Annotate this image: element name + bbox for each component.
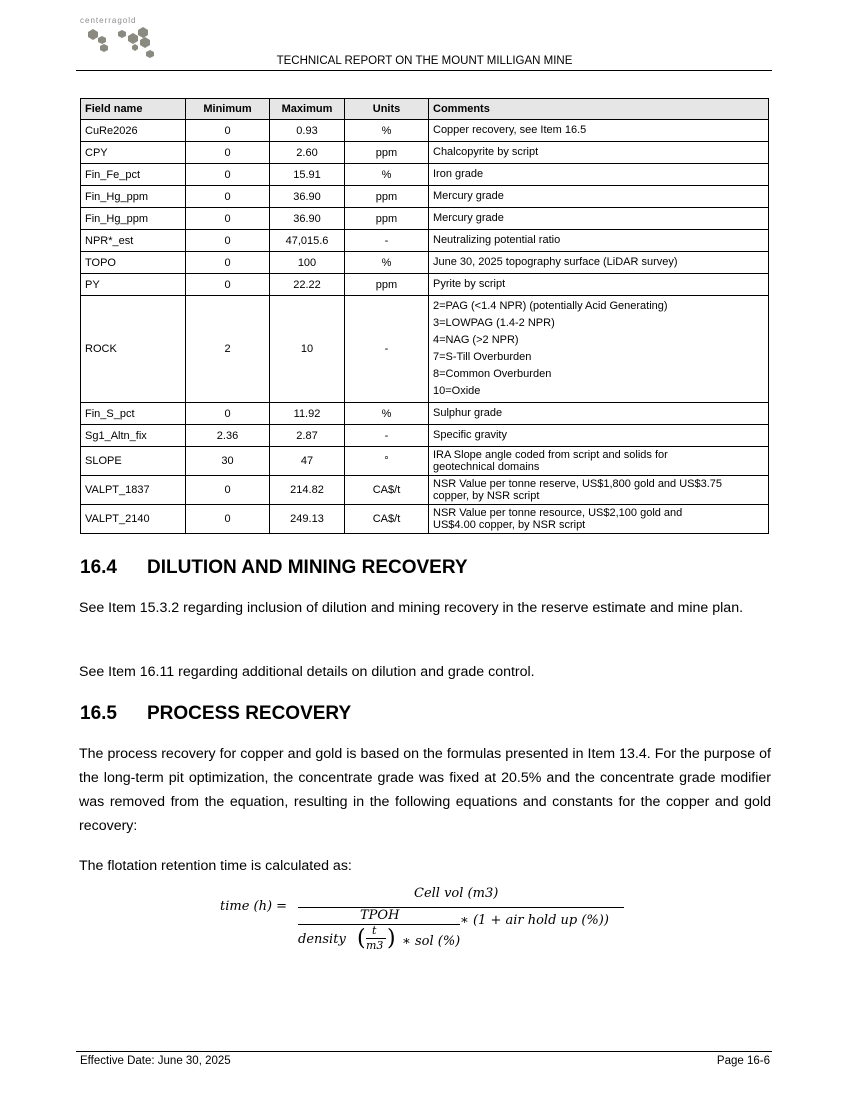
comment-line: NSR Value per tonne reserve, US$1,800 gold and US$3.75 bbox=[433, 478, 723, 490]
cell-minimum: 0 bbox=[186, 208, 270, 230]
comment-line: Specific gravity bbox=[433, 429, 507, 441]
cell-units: - bbox=[345, 296, 429, 403]
paren-close: ) bbox=[387, 926, 396, 951]
paragraph: The flotation retention time is calculated as: bbox=[79, 858, 352, 874]
comment-line: Mercury grade bbox=[433, 212, 504, 224]
formula-numerator: Cell vol (m3) bbox=[414, 886, 499, 901]
cell-maximum: 22.22 bbox=[270, 274, 345, 296]
table-row bbox=[81, 186, 769, 208]
cell-comments bbox=[429, 164, 769, 186]
formula-density: density bbox=[298, 932, 346, 947]
section-heading-16-5 bbox=[80, 703, 351, 725]
cell-minimum: 0 bbox=[186, 186, 270, 208]
footer-divider bbox=[76, 1051, 772, 1052]
formula-lhs: time (h) = bbox=[220, 899, 288, 914]
cell-units: CA$/t bbox=[345, 505, 429, 534]
section-number: 16.4 bbox=[80, 557, 117, 578]
cell-field-name: SLOPE bbox=[81, 447, 186, 476]
cell-minimum: 2 bbox=[186, 296, 270, 403]
section-title: PROCESS RECOVERY bbox=[147, 703, 352, 724]
comment-line: Pyrite by script bbox=[433, 278, 506, 290]
table-row bbox=[81, 296, 769, 403]
cell-comments bbox=[429, 403, 769, 425]
paragraph: See Item 15.3.2 regarding inclusion of dilution and mining recovery in the reserve estimate and mine plan. bbox=[79, 600, 744, 616]
cell-minimum: 0 bbox=[186, 164, 270, 186]
table-row bbox=[81, 208, 769, 230]
cell-comments bbox=[429, 425, 769, 447]
cell-field-name: VALPT_1837 bbox=[81, 476, 186, 505]
cell-comments bbox=[429, 208, 769, 230]
header-maximum: Maximum bbox=[270, 99, 345, 120]
report-title: TECHNICAL REPORT ON THE MOUNT MILLIGAN MINE bbox=[276, 55, 573, 67]
formula-rhs: ∗ (1 + air hold up (%)) bbox=[460, 913, 609, 928]
cell-maximum: 15.91 bbox=[270, 164, 345, 186]
table-row bbox=[81, 505, 769, 534]
cell-maximum: 36.90 bbox=[270, 208, 345, 230]
cell-units: ppm bbox=[345, 142, 429, 164]
cell-maximum: 11.92 bbox=[270, 403, 345, 425]
section-title: DILUTION AND MINING RECOVERY bbox=[147, 557, 468, 578]
cell-units: % bbox=[345, 120, 429, 142]
table-row bbox=[81, 274, 769, 296]
comment-line: Copper recovery, see Item 16.5 bbox=[433, 124, 587, 136]
cell-field-name: ROCK bbox=[81, 296, 186, 403]
cell-comments bbox=[429, 230, 769, 252]
table-row bbox=[81, 120, 769, 142]
table-row bbox=[81, 403, 769, 425]
cell-maximum: 249.13 bbox=[270, 505, 345, 534]
cell-minimum: 0 bbox=[186, 403, 270, 425]
cell-minimum: 2.36 bbox=[186, 425, 270, 447]
cell-units: ppm bbox=[345, 186, 429, 208]
comment-line: Chalcopyrite by script bbox=[433, 146, 539, 158]
inner-fraction-bar bbox=[298, 924, 460, 925]
paragraph: See Item 16.11 regarding additional details on dilution and grade control. bbox=[79, 664, 535, 680]
cell-minimum: 0 bbox=[186, 274, 270, 296]
main-fraction-bar bbox=[298, 907, 624, 908]
logo-wordmark: centerragold bbox=[80, 16, 137, 25]
table-row bbox=[81, 252, 769, 274]
cell-comments bbox=[429, 120, 769, 142]
formula-t: t bbox=[372, 924, 377, 937]
cell-minimum: 30 bbox=[186, 447, 270, 476]
table-row bbox=[81, 425, 769, 447]
page-number: Page 16-6 bbox=[716, 1055, 770, 1067]
cell-field-name: TOPO bbox=[81, 252, 186, 274]
paragraph: The process recovery for copper and gold is based on the formulas presented in Item 13.4. For the purpose of the long-term pit optimization, the concentrate grade was fixed at 20.5% and the concentrate grade modifier was removed from the equation, resulting in the following equations and constants for the copper and gold recovery: bbox=[79, 746, 771, 834]
comment-line: 2=PAG (<1.4 NPR) (potentially Acid Generating) bbox=[433, 300, 668, 312]
cell-units: ppm bbox=[345, 208, 429, 230]
formula-sol: ∗ sol (%) bbox=[402, 934, 461, 949]
cell-field-name: CuRe2026 bbox=[81, 120, 186, 142]
cell-field-name: VALPT_2140 bbox=[81, 505, 186, 534]
cell-field-name: Fin_Hg_ppm bbox=[81, 208, 186, 230]
comment-line: US$4.00 copper, by NSR script bbox=[433, 519, 586, 531]
comment-line: June 30, 2025 topography surface (LiDAR survey) bbox=[433, 256, 678, 268]
table-row bbox=[81, 164, 769, 186]
section-number: 16.5 bbox=[80, 703, 117, 724]
cell-field-name: NPR*_est bbox=[81, 230, 186, 252]
cell-comments bbox=[429, 476, 769, 505]
comment-line: Mercury grade bbox=[433, 190, 504, 202]
section-heading-16-4 bbox=[80, 557, 468, 579]
block-model-fields-table bbox=[80, 98, 769, 534]
cell-comments bbox=[429, 296, 769, 403]
cell-maximum: 2.87 bbox=[270, 425, 345, 447]
cell-field-name: Fin_S_pct bbox=[81, 403, 186, 425]
header-minimum: Minimum bbox=[186, 99, 270, 120]
comment-line: Sulphur grade bbox=[433, 407, 503, 419]
cell-comments bbox=[429, 274, 769, 296]
comment-line: Neutralizing potential ratio bbox=[433, 234, 561, 246]
cell-field-name: Fin_Hg_ppm bbox=[81, 186, 186, 208]
cell-comments bbox=[429, 447, 769, 476]
comment-line: NSR Value per tonne resource, US$2,100 gold and bbox=[433, 507, 683, 519]
paren-open: ( bbox=[357, 926, 366, 951]
cell-minimum: 0 bbox=[186, 120, 270, 142]
cell-comments bbox=[429, 505, 769, 534]
cell-field-name: CPY bbox=[81, 142, 186, 164]
cell-units: CA$/t bbox=[345, 476, 429, 505]
cell-field-name: Sg1_Altn_fix bbox=[81, 425, 186, 447]
header-divider bbox=[76, 70, 772, 71]
cell-maximum: 47 bbox=[270, 447, 345, 476]
cell-maximum: 36.90 bbox=[270, 186, 345, 208]
comment-line: 4=NAG (>2 NPR) bbox=[433, 334, 519, 346]
cell-maximum: 2.60 bbox=[270, 142, 345, 164]
comment-line: 7=S-Till Overburden bbox=[433, 351, 532, 363]
cell-maximum: 214.82 bbox=[270, 476, 345, 505]
table-body bbox=[81, 120, 769, 534]
cell-comments bbox=[429, 186, 769, 208]
cell-minimum: 0 bbox=[186, 142, 270, 164]
effective-date: Effective Date: June 30, 2025 bbox=[80, 1055, 231, 1067]
cell-comments bbox=[429, 142, 769, 164]
formula-inner-numerator: TPOH bbox=[360, 908, 400, 923]
cell-units: % bbox=[345, 164, 429, 186]
table-header-row bbox=[81, 99, 769, 120]
comment-line: IRA Slope angle coded from script and solids for bbox=[433, 449, 668, 461]
table-row bbox=[81, 142, 769, 164]
cell-maximum: 0.93 bbox=[270, 120, 345, 142]
comment-line: geotechnical domains bbox=[433, 461, 540, 473]
comment-line: copper, by NSR script bbox=[433, 490, 540, 502]
table-row bbox=[81, 476, 769, 505]
cell-units: ppm bbox=[345, 274, 429, 296]
header-units: Units bbox=[345, 99, 429, 120]
comment-line: Iron grade bbox=[433, 168, 484, 180]
cell-comments bbox=[429, 252, 769, 274]
table-row bbox=[81, 447, 769, 476]
header-field-name: Field name bbox=[81, 99, 186, 120]
header-comments: Comments bbox=[429, 99, 769, 120]
cell-units: ° bbox=[345, 447, 429, 476]
cell-minimum: 0 bbox=[186, 252, 270, 274]
cell-units: - bbox=[345, 425, 429, 447]
cell-units: - bbox=[345, 230, 429, 252]
comment-line: 8=Common Overburden bbox=[433, 368, 552, 380]
cell-field-name: Fin_Fe_pct bbox=[81, 164, 186, 186]
table-row bbox=[81, 230, 769, 252]
formula-m3: m3 bbox=[366, 939, 384, 952]
cell-field-name: PY bbox=[81, 274, 186, 296]
retention-time-formula bbox=[220, 882, 640, 962]
cell-maximum: 100 bbox=[270, 252, 345, 274]
cell-minimum: 0 bbox=[186, 505, 270, 534]
cell-maximum: 10 bbox=[270, 296, 345, 403]
comment-line: 3=LOWPAG (1.4-2 NPR) bbox=[433, 317, 555, 329]
comment-line: 10=Oxide bbox=[433, 385, 481, 397]
cell-maximum: 47,015.6 bbox=[270, 230, 345, 252]
cell-minimum: 0 bbox=[186, 230, 270, 252]
cell-units: % bbox=[345, 252, 429, 274]
cell-minimum: 0 bbox=[186, 476, 270, 505]
cell-units: % bbox=[345, 403, 429, 425]
